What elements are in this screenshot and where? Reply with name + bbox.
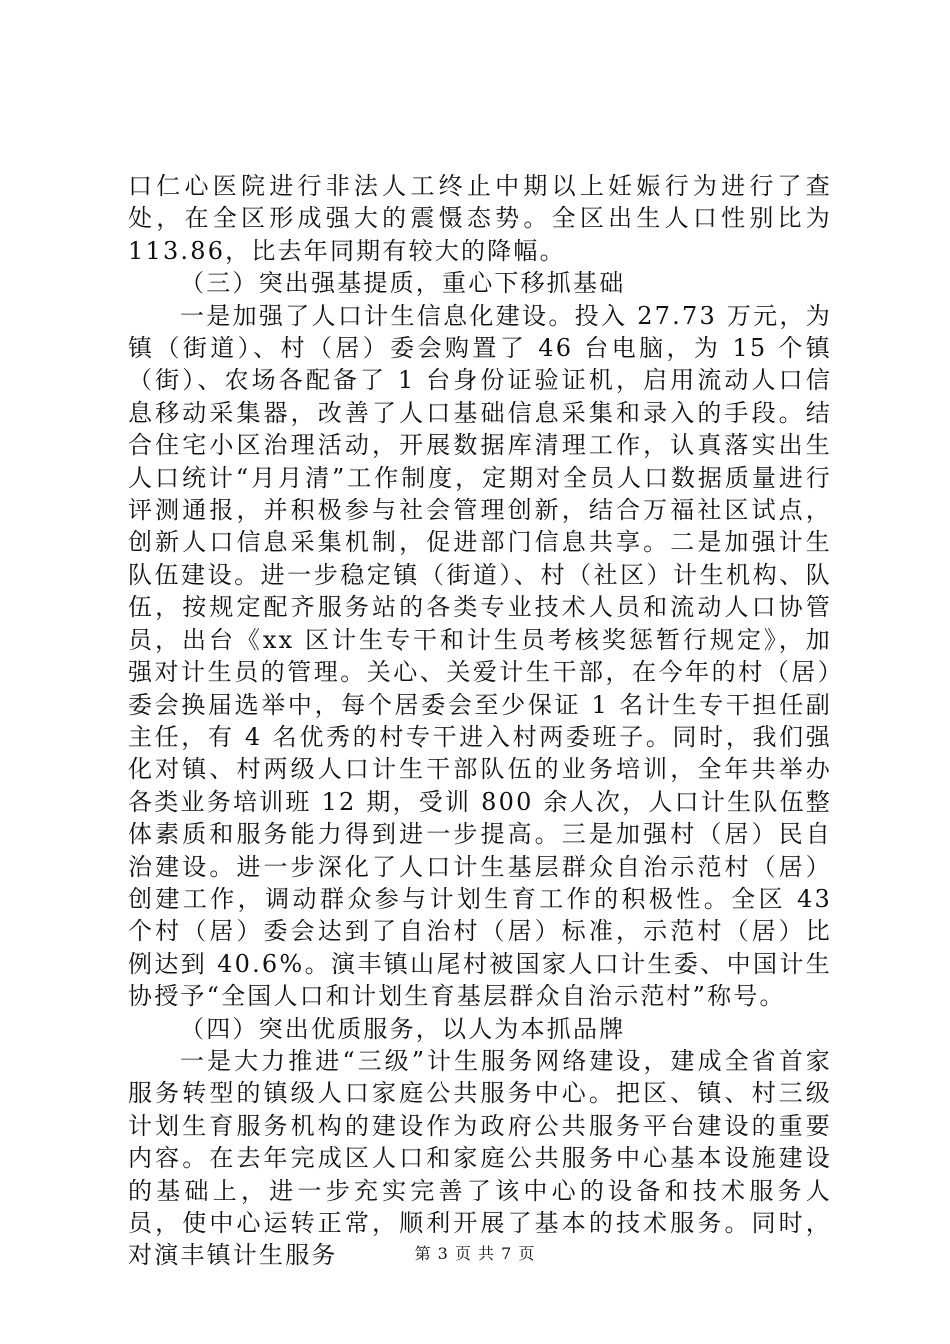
paragraph-service: 一是大力推进“三级”计生服务网络建设，建成全省首家服务转型的镇级人口家庭公共服务中心。把区、镇、村三级计划生育服务机构的建设作为政府公共服务平台建设的重要内容。在去年完成区人口和家庭公共服务中心基本设施建设的基础上，进一步充实完善了该中心的设备和技术服务人员，使中心运转正常，顺利开展了基本的技术服务。同时，对演丰镇计生服务 [128, 1046, 832, 1270]
section-heading-4: （四）突出优质服务，以人为本抓品牌 [180, 1014, 626, 1043]
section-heading-3: （三）突出强基提质，重心下移抓基础 [180, 269, 626, 298]
paragraph-continuation: 口仁心医院进行非法人工终止中期以上妊娠行为进行了查处，在全区形成强大的震慑态势。全区出生人口性别比为 113.86，比去年同期有较大的降幅。 [128, 172, 832, 265]
paragraph-infrastructure: 一是加强了人口计生信息化建设。投入 27.73 万元，为镇（街道）、村（居）委会购置了 46 台电脑，为 15 个镇（街）、农场各配备了 1 台身份证验证机，启用流动人口信息移动采集器，改善了人口基础信息采集和录入的手段。结合住宅小区治理活动，开展数据库清理工作，认真落实出生人口统计“月月清”工作制度，定期对全员人口数据质量进行评测通报，并积极参与社会管理创新，结合万福社区试点，创新人口信息采集机制，促进部门信息共享。二是加强计生队伍建设。进一步稳定镇（街道）、村（社区）计生机构、队伍，按规定配齐服务站的各类专业技术人员和流动人口协管员，出台《xx 区计生专干和计生员考核奖惩暂行规定》，加强对计生员的管理。关心、关爱计生干部，在今年的村（居）委会换届选举中，每个居委会至少保证 1 名计生专干担任副主任，有 4 名优秀的村专干进入村两委班子。同时，我们强化对镇、村两级人口计生干部队伍的业务培训，全年共举办各类业务培训班 12 期，受训 800 余人次，人口计生队伍整体素质和服务能力得到进一步提高。三是加强村（居）民自治建设。进一步深化了人口计生基层群众自治示范村（居）创建工作，调动群众参与计划生育工作的积极性。全区 43 个村（居）委会达到了自治村（居）标准，示范村（居）比例达到 40.6%。演丰镇山尾村被国家人口计生委、中国计生协授予“全国人口和计划生育基层群众自治示范村”称号。 [128, 301, 832, 1011]
document-body [128, 170, 832, 1272]
page-footer: 第 3 页 共 7 页 [414, 1244, 536, 1263]
